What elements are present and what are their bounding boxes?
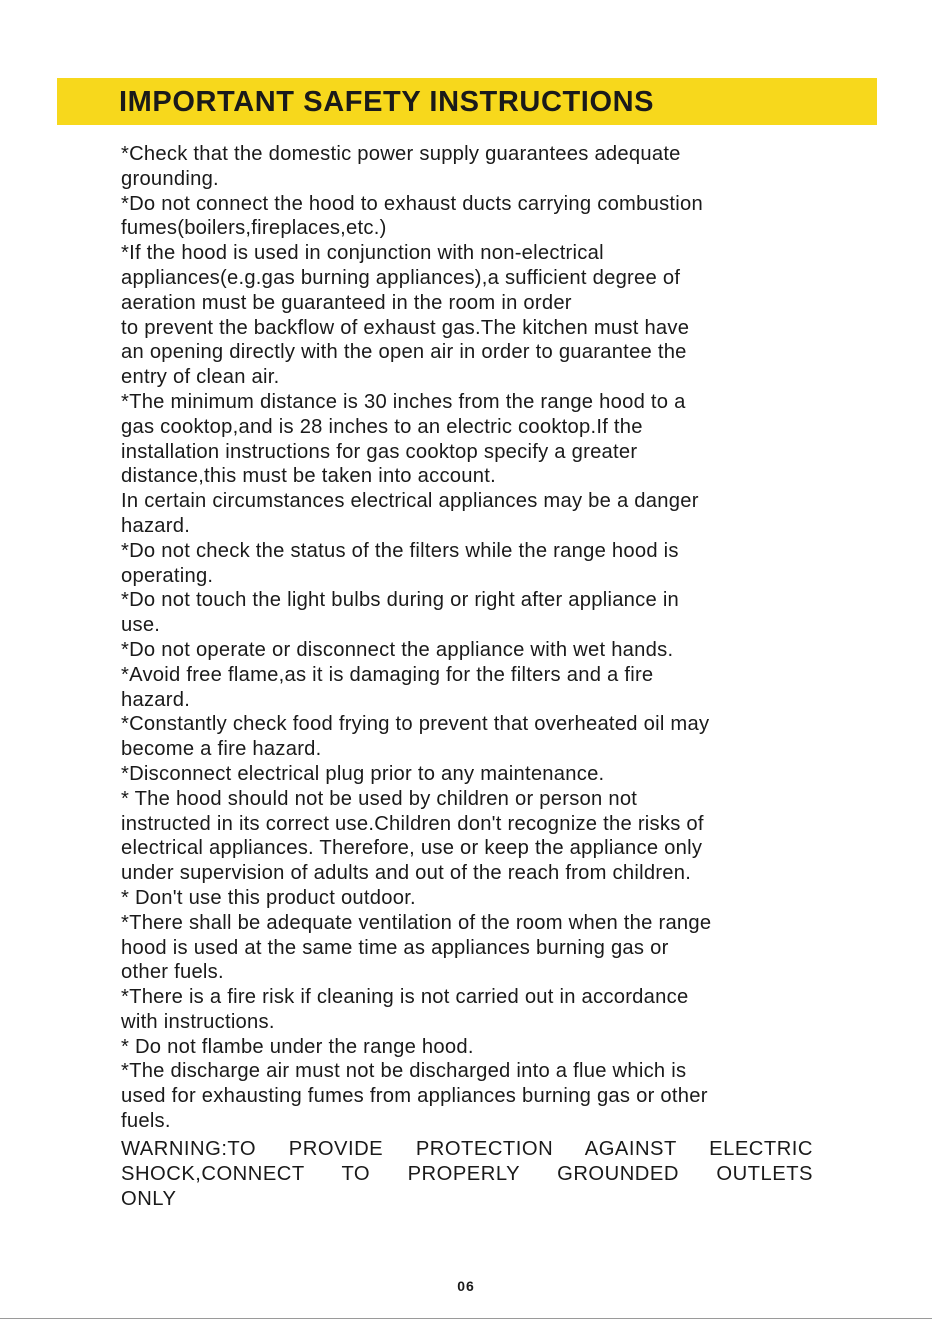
instruction-line: *The discharge air must not be discharged into a flue which is	[121, 1060, 687, 1083]
instruction-line: operating.	[121, 564, 214, 587]
bottom-rule	[0, 1318, 932, 1319]
instruction-line: an opening directly with the open air in order to guarantee the	[121, 341, 687, 364]
warning-line: SHOCK,CONNECT TO PROPERLY GROUNDED OUTLETS	[121, 1162, 813, 1185]
instructions-body	[121, 142, 821, 1134]
instruction-line: *Constantly check food frying to prevent that overheated oil may	[121, 713, 710, 736]
instruction-line: to prevent the backflow of exhaust gas.The kitchen must have	[121, 316, 690, 339]
warning-block	[121, 1137, 813, 1211]
header-bar	[57, 78, 877, 125]
instruction-line: * Do not flambe under the range hood.	[121, 1035, 474, 1058]
instruction-line: installation instructions for gas cooktop specify a greater	[121, 440, 638, 463]
instruction-line: used for exhausting fumes from appliances burning gas or other	[121, 1085, 708, 1108]
instruction-line: gas cooktop,and is 28 inches to an electric cooktop.If the	[121, 415, 643, 438]
instruction-line: * Don't use this product outdoor.	[121, 886, 416, 909]
instruction-line: hazard.	[121, 514, 191, 537]
instruction-line: aeration must be guaranteed in the room in order	[121, 291, 572, 314]
page-number: 06	[457, 1278, 475, 1294]
instruction-line: entry of clean air.	[121, 366, 280, 389]
instruction-line: * The hood should not be used by children or person not	[121, 787, 638, 810]
instruction-line: hazard.	[121, 688, 191, 711]
instruction-line: *Disconnect electrical plug prior to any maintenance.	[121, 762, 605, 785]
instruction-line: *Do not check the status of the filters while the range hood is	[121, 539, 679, 562]
instruction-line: *Do not touch the light bulbs during or right after appliance in	[121, 589, 680, 612]
instruction-line: *Do not operate or disconnect the appliance with wet hands.	[121, 638, 674, 661]
warning-line: WARNING:TO PROVIDE PROTECTION AGAINST ELECTRIC	[121, 1138, 813, 1160]
instruction-line: under supervision of adults and out of the reach from children.	[121, 862, 692, 885]
instruction-line: other fuels.	[121, 961, 224, 984]
instruction-line: fuels.	[121, 1110, 171, 1133]
instruction-line: *Check that the domestic power supply guarantees adequate	[121, 143, 681, 165]
instruction-line: *If the hood is used in conjunction with non-electrical	[121, 242, 604, 265]
instruction-line: instructed in its correct use.Children don't recognize the risks of	[121, 812, 704, 835]
instruction-line: In certain circumstances electrical appliances may be a danger	[121, 490, 699, 513]
instruction-line: hood is used at the same time as appliances burning gas or	[121, 936, 669, 959]
instruction-line: distance,this must be taken into account.	[121, 465, 496, 488]
instruction-line: *There shall be adequate ventilation of the room when the range	[121, 911, 712, 934]
instruction-line: grounding.	[121, 167, 219, 190]
instruction-line: appliances(e.g.gas burning appliances),a sufficient degree of	[121, 266, 681, 289]
instruction-line: use.	[121, 614, 161, 637]
instruction-line: with instructions.	[121, 1010, 275, 1033]
instruction-line: become a fire hazard.	[121, 738, 322, 761]
instruction-line: *There is a fire risk if cleaning is not carried out in accordance	[121, 986, 689, 1009]
instruction-line: fumes(boilers,fireplaces,etc.)	[121, 217, 387, 240]
instruction-line: *Avoid free flame,as it is damaging for the filters and a fire	[121, 663, 654, 686]
page-title: IMPORTANT SAFETY INSTRUCTIONS	[119, 86, 655, 118]
instruction-line: *Do not connect the hood to exhaust ducts carrying combustion	[121, 192, 703, 215]
warning-line: ONLY	[121, 1187, 177, 1210]
instruction-line: electrical appliances. Therefore, use or keep the appliance only	[121, 837, 703, 860]
instruction-line: *The minimum distance is 30 inches from the range hood to a	[121, 390, 686, 413]
